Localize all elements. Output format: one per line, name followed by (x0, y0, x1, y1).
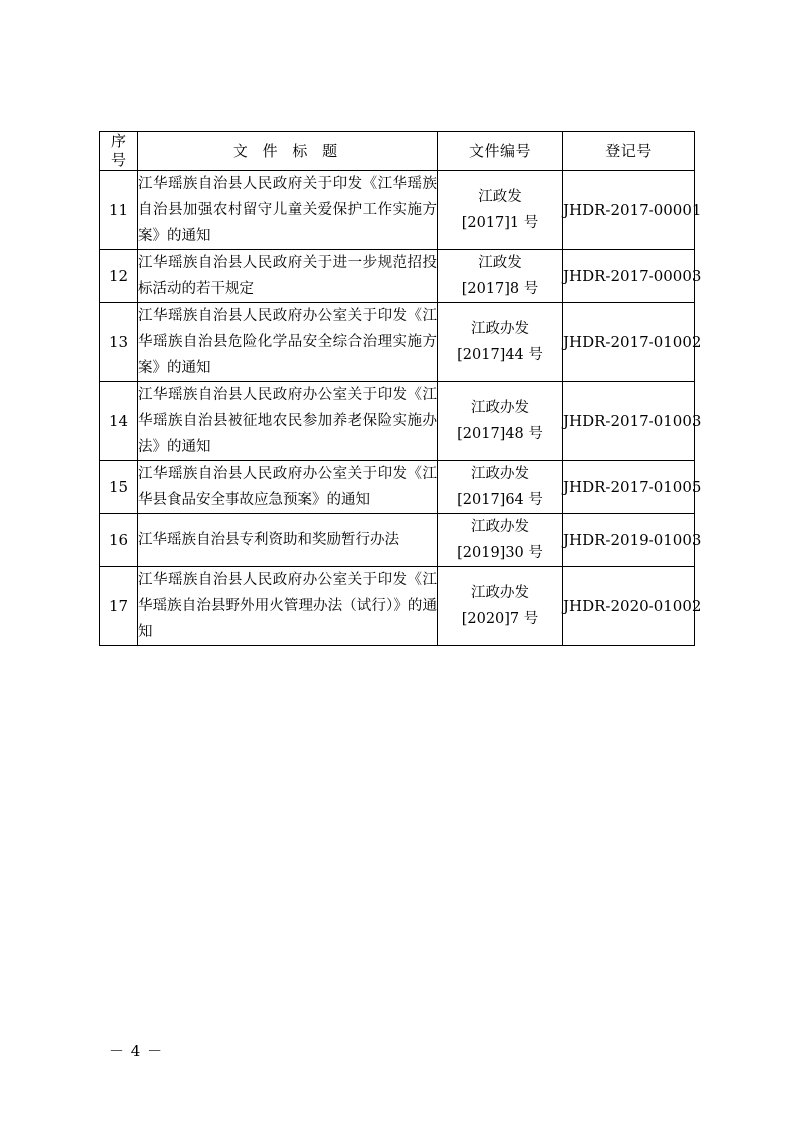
table-header-row (100, 132, 695, 171)
cell-doc-number-line2: [2017]8 号 (461, 281, 539, 297)
cell-doc-number-line1: 江政办发 (471, 400, 529, 416)
table-row (100, 382, 695, 461)
column-header-registration: 登记号 (563, 132, 695, 171)
cell-doc-number-line2: [2017]1 号 (461, 215, 539, 231)
cell-title: 江华瑶族自治县专利资助和奖励暂行办法 (138, 514, 438, 567)
table-row (100, 250, 695, 303)
cell-doc-number (438, 303, 563, 382)
cell-title: 江华瑶族自治县人民政府关于进一步规范招投标活动的若干规定 (138, 250, 438, 303)
cell-title: 江华瑶族自治县人民政府关于印发《江华瑶族自治县加强农村留守儿童关爱保护工作实施方案》的通知 (138, 171, 438, 250)
page-number: － 4 － (109, 1042, 164, 1060)
column-header-sequence-line2: 号 (110, 151, 126, 169)
cell-registration: JHDR-2017-00001 (563, 171, 695, 250)
column-header-doc-number: 文件编号 (438, 132, 563, 171)
cell-registration: JHDR-2019-01003 (563, 514, 695, 567)
cell-registration: JHDR-2017-01005 (563, 461, 695, 514)
cell-sequence: 15 (100, 461, 138, 514)
cell-doc-number-line2: [2017]64 号 (457, 492, 543, 508)
cell-registration: JHDR-2017-01003 (563, 382, 695, 461)
cell-registration: JHDR-2017-01002 (563, 303, 695, 382)
cell-sequence: 11 (100, 171, 138, 250)
table-row (100, 567, 695, 646)
cell-doc-number-line2: [2020]7 号 (461, 611, 539, 627)
cell-doc-number (438, 250, 563, 303)
cell-doc-number-line1: 江政办发 (471, 519, 529, 535)
cell-doc-number-line2: [2017]44 号 (457, 347, 543, 363)
cell-doc-number-line1: 江政办发 (471, 585, 529, 601)
cell-registration: JHDR-2020-01002 (563, 567, 695, 646)
table-row (100, 171, 695, 250)
cell-doc-number (438, 514, 563, 567)
cell-doc-number-line1: 江政发 (478, 189, 522, 205)
column-header-sequence (100, 132, 138, 171)
table-row (100, 514, 695, 567)
cell-sequence: 14 (100, 382, 138, 461)
document-list-table (99, 131, 702, 646)
document-table-container (99, 131, 702, 646)
cell-doc-number-line1: 江政办发 (471, 321, 529, 337)
cell-title: 江华瑶族自治县人民政府办公室关于印发《江华瑶族自治县被征地农民参加养老保险实施办法》的通知 (138, 382, 438, 461)
column-header-title: 文 件 标 题 (138, 132, 438, 171)
cell-sequence: 12 (100, 250, 138, 303)
cell-doc-number-line1: 江政办发 (471, 466, 529, 482)
cell-title: 江华瑶族自治县人民政府办公室关于印发《江华瑶族自治县野外用火管理办法（试行）》的通知 (138, 567, 438, 646)
cell-doc-number (438, 461, 563, 514)
table-row (100, 303, 695, 382)
cell-sequence: 16 (100, 514, 138, 567)
cell-doc-number (438, 171, 563, 250)
cell-doc-number-line1: 江政发 (478, 255, 522, 271)
cell-doc-number (438, 567, 563, 646)
cell-registration: JHDR-2017-00003 (563, 250, 695, 303)
cell-sequence: 13 (100, 303, 138, 382)
cell-doc-number-line2: [2017]48 号 (457, 426, 543, 442)
column-header-sequence-line1: 序 (110, 132, 126, 150)
cell-sequence: 17 (100, 567, 138, 646)
cell-doc-number-line2: [2019]30 号 (457, 545, 543, 561)
cell-title: 江华瑶族自治县人民政府办公室关于印发《江华县食品安全事故应急预案》的通知 (138, 461, 438, 514)
cell-doc-number (438, 382, 563, 461)
table-row (100, 461, 695, 514)
cell-title: 江华瑶族自治县人民政府办公室关于印发《江华瑶族自治县危险化学品安全综合治理实施方案》的通知 (138, 303, 438, 382)
